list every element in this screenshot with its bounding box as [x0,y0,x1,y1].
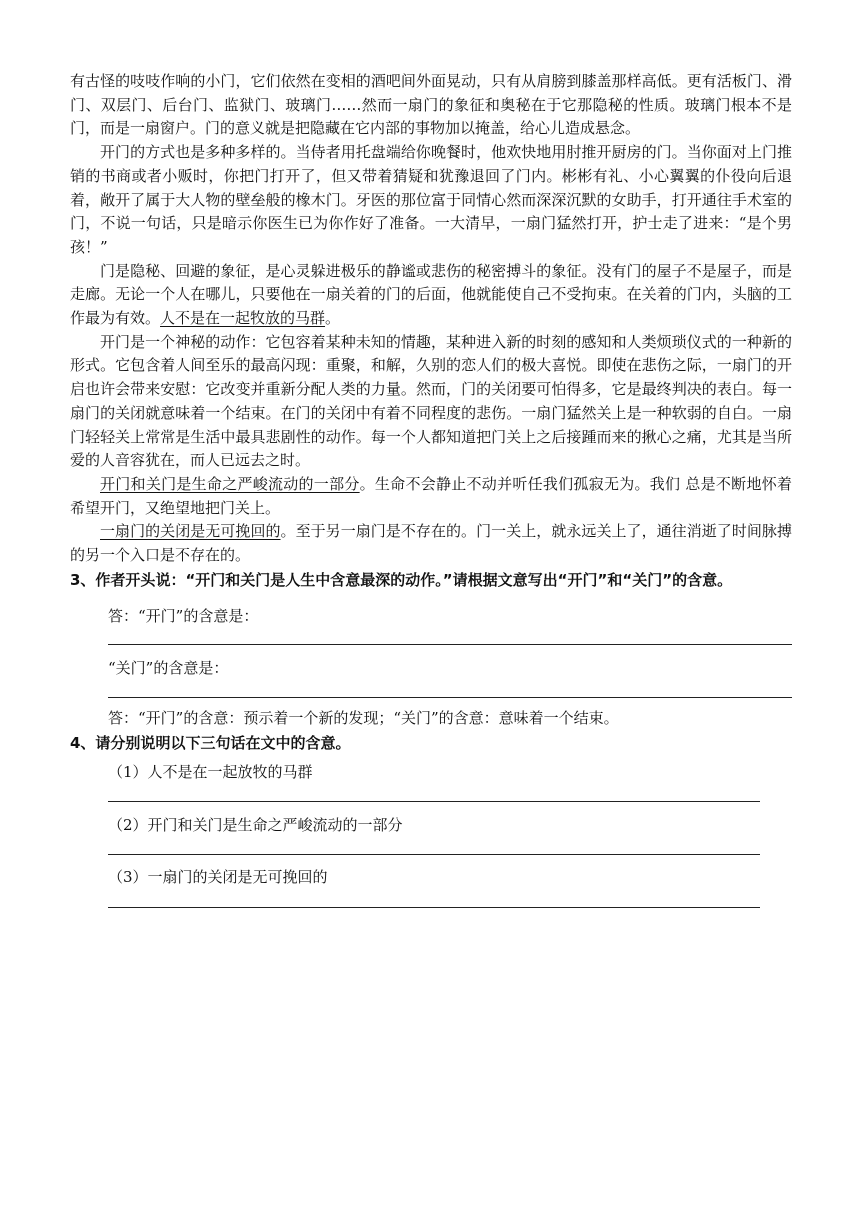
paragraph-3-end: 。 [325,309,341,328]
document-page [70,70,792,908]
question-4-title: 4、请分别说明以下三句话在文中的含意。 [70,734,351,753]
passage-paragraph-1: 有古怪的吱吱作响的小门，它们依然在变相的酒吧间外面晃动，只有从肩膀到膝盖那样高低。更有活板门、滑门、双层门、后台门、监狱门、玻璃门……然而一扇门的象征和奥秘在于它那隐秘的性质。玻璃门根本不是门，而是一扇窗户。门的意义就是把隐藏在它内部的事物加以掩盖，给心儿造成悬念。 [70,72,792,138]
answer-line-close[interactable] [108,697,792,698]
question-4-item-2: （2）开门和关门是生命之严峻流动的一部分 [108,815,403,834]
passage-paragraph-5 [70,473,792,520]
passage-paragraph-4: 开门是一个神秘的动作：它包容着某种未知的情趣，某种进入新的时刻的感知和人类烦琐仪式的一种新的形式。它包含着人间至乐的最高闪现：重聚，和解，久别的恋人们的极大喜悦。即使在悲伤之际，一扇门的开启也许会带来安慰：它改变并重新分配人类的力量。然而，门的关闭要可怕得多，它是最终判决的表白。每一扇门的关闭就意味着一个结束。在门的关闭中有着不同程度的悲伤。一扇门猛然关上是一种软弱的自白。一扇门轻轻关上常常是生活中最具悲剧性的动作。每一个人都知道把门关上之后接踵而来的揪心之痛，尤其是当所爱的人音容犹在，而人已远去之时。 [70,332,792,470]
answer-line-4-1[interactable] [108,801,760,802]
question-4-item-3: （3）一扇门的关闭是无可挽回的 [108,867,328,886]
paragraph-3-text: 门是隐秘、回避的象征，是心灵躲进极乐的静谧或悲伤的秘密搏斗的象征。没有门的屋子不是屋子，而是走廊。无论一个人在哪儿，只要他在一扇关着的门的后面，他就能使自己不受拘束。在关着的门内，头脑的工作最为有效。 [70,261,792,328]
paragraph-6-text: 。至于另一扇门是不存在的。门一关上，就永远关上了，通往消逝了时间脉搏的另一个入口是不存在的。 [70,522,792,565]
question-3-answer: 答：“开门”的含意：预示着一个新的发现；“关门”的含意：意味着一个结束。 [108,709,619,728]
question-3-close-prompt: “关门”的含意是： [108,659,229,678]
answer-line-4-2[interactable] [108,854,760,855]
question-4-item-1: （1）人不是在一起放牧的马群 [108,762,313,781]
passage-paragraph-2: 开门的方式也是多种多样的。当侍者用托盘端给你晚餐时，他欢快地用肘推开厨房的门。当你面对上门推销的书商或者小贩时，你把门打开了，但又带着猜疑和犹豫退回了门内。彬彬有礼、小心翼翼的仆役向后退着，敞开了属于大人物的壁垒般的橡木门。牙医的那位富于同情心然而深深沉默的女助手，打开通往手术室的门，不说一句话，只是暗示你医生已为你作好了准备。一大清早，一扇门猛然打开，护士走了进来：“是个男孩！” [70,143,792,256]
underlined-sentence-1: 人不是在一起牧放的马群 [160,309,326,328]
passage-paragraph-3 [70,260,792,331]
answer-line-4-3[interactable] [108,907,760,908]
question-3-open-prompt: 答：“开门”的含意是： [108,607,259,626]
answer-line-open[interactable] [108,644,792,645]
underlined-sentence-2: 开门和关门是生命之严峻流动的一部分 [100,474,360,493]
question-3-title: 3、作者开头说：“开门和关门是人生中含意最深的动作。”请根据文意写出“开门”和“关门”的含意。 [70,570,733,589]
underlined-sentence-3: 一扇门的关闭是无可挽回的 [100,522,281,541]
passage-paragraph-6 [70,520,792,567]
paragraph-5-text: 。生命不会静止不动并听任我们孤寂无为。我们 总是不断地怀着希望开门，又绝望地把门关上。 [70,474,792,517]
